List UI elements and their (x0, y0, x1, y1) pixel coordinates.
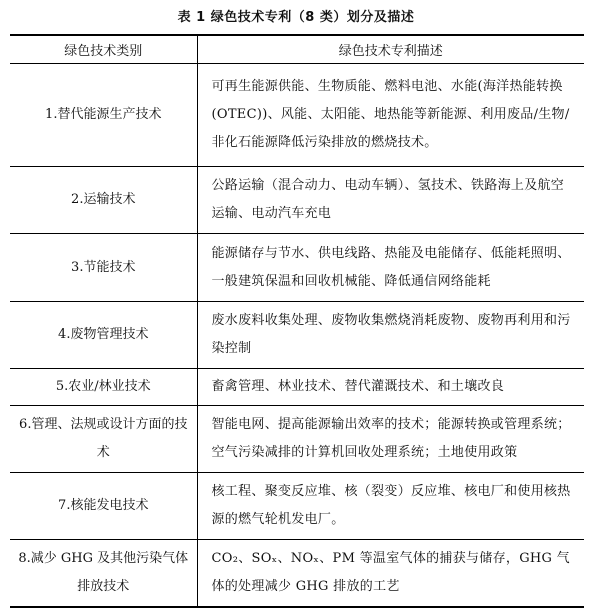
green-tech-table (10, 34, 584, 608)
table-caption: 表 1 绿色技术专利（8 类）划分及描述 (177, 10, 415, 25)
table-row (10, 167, 584, 234)
table-row (10, 406, 584, 473)
row-category: 3.节能技术 (10, 234, 197, 302)
row-category: 1.替代能源生产技术 (10, 64, 197, 167)
table-row (10, 234, 584, 302)
table-row (10, 473, 584, 540)
row-category: 6.管理、法规或设计方面的技术 (10, 406, 197, 473)
table-row (10, 64, 584, 167)
row-description: 能源储存与节水、供电线路、热能及电能储存、低能耗照明、一般建筑保温和回收机械能、降低通信网络能耗 (211, 245, 571, 289)
header-description: 绿色技术专利描述 (338, 44, 443, 59)
row-category: 4.废物管理技术 (10, 302, 197, 369)
row-description: 智能电网、提高能源输出效率的技术；能源转换或管理系统；空气污染减排的计算机回收处理系统；土地使用政策 (211, 417, 571, 460)
table-row (10, 369, 584, 406)
row-description: 可再生能源供能、生物质能、燃料电池、水能(海洋热能转换(OTEC))、风能、太阳能、地热能等新能源、利用废品/生物/非化石能源降低污染排放的燃烧技术。 (211, 79, 570, 150)
row-description: 畜禽管理、林业技术、替代灌溉技术、和土壤改良 (211, 379, 505, 394)
table-row (10, 302, 584, 369)
table-row (10, 540, 584, 607)
row-description: CO₂、SOₓ、NOₓ、PM 等温室气体的捕获与储存，GHG 气体的处理减少 GHG 排放的工艺 (211, 550, 570, 594)
row-description: 核工程、聚变反应堆、核（裂变）反应堆、核电厂和使用核热源的燃气轮机发电厂。 (211, 484, 571, 527)
row-category: 7.核能发电技术 (10, 473, 197, 540)
header-category: 绿色技术类别 (10, 35, 197, 64)
row-description: 公路运输（混合动力、电动车辆）、氢技术、铁路海上及航空运输、电动汽车充电 (211, 178, 565, 221)
row-category: 2.运输技术 (10, 167, 197, 234)
row-category: 8.减少 GHG 及其他污染气体排放技术 (10, 540, 197, 607)
table-header-row (10, 35, 584, 64)
row-category: 5.农业/林业技术 (10, 369, 197, 406)
row-description: 废水废料收集处理、废物收集燃烧消耗废物、废物再利用和污染控制 (211, 313, 571, 356)
